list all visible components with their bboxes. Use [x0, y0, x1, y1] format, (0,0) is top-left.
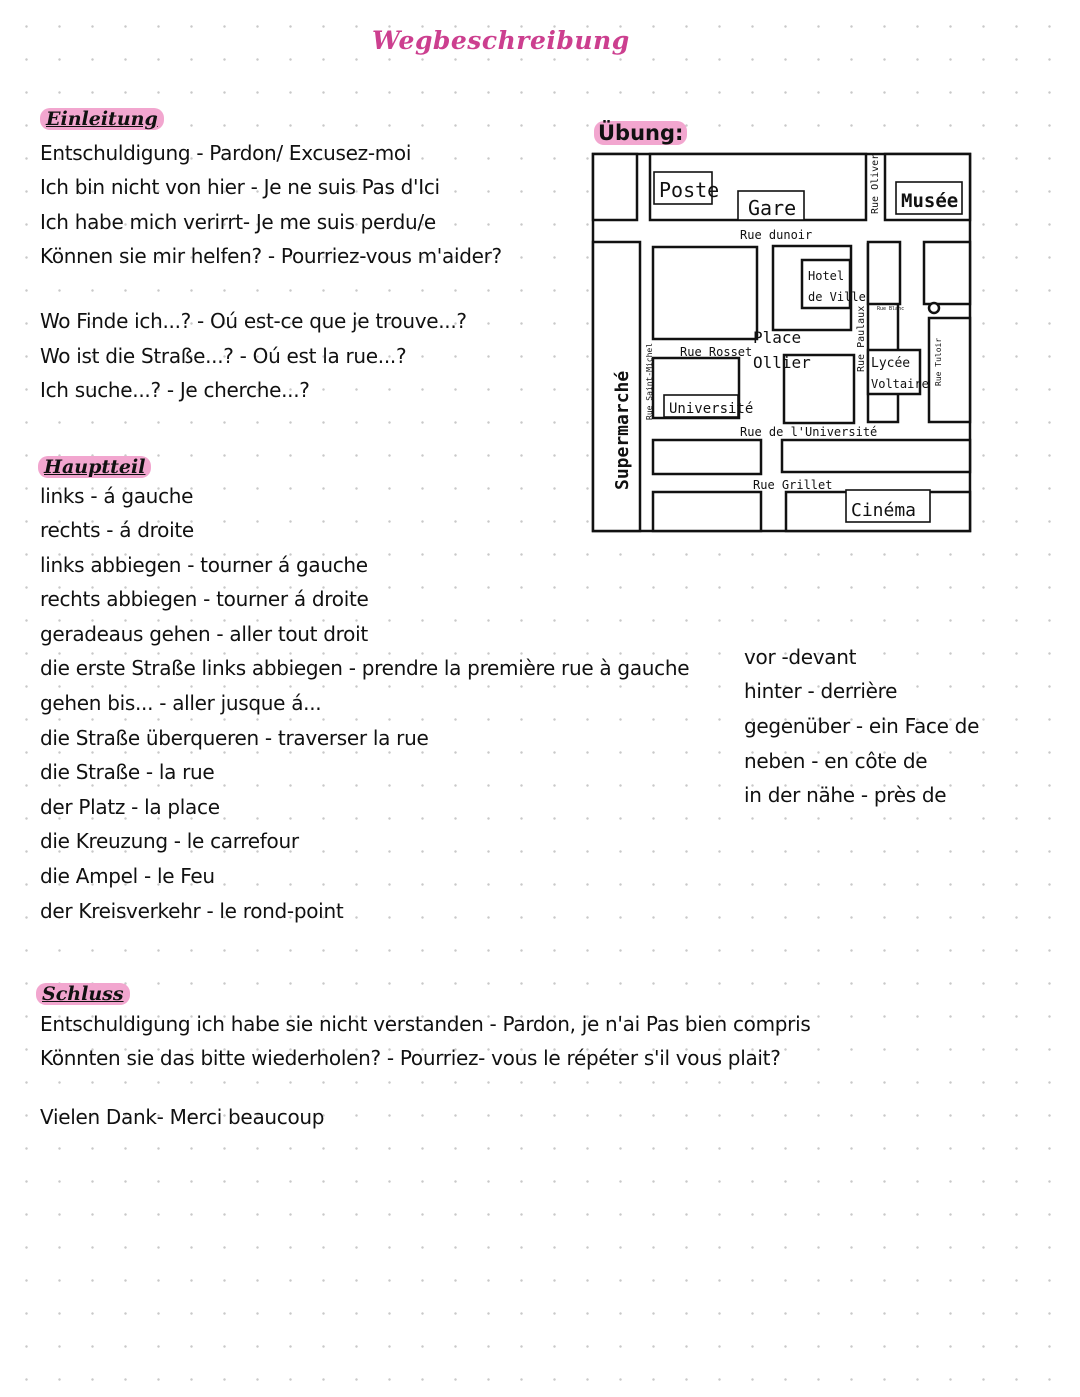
street-label: Rue Saint-Michel — [645, 342, 654, 420]
page-title: Wegbeschreibung — [372, 26, 630, 55]
map-label-hotel: Hotel — [808, 269, 845, 283]
exercise-heading: Übung: — [594, 121, 687, 145]
map-block — [653, 247, 757, 339]
map-label-hotel: de Ville — [808, 290, 866, 304]
main-line: rechts abbiegen - tourner á droite — [40, 587, 369, 611]
map-label-cinema: Cinéma — [851, 500, 917, 521]
preposition-line: gegenüber - ein Face de — [744, 714, 980, 738]
intro-line: Entschuldigung - Pardon/ Excusez-moi — [40, 141, 412, 165]
map-label-gare: Gare — [748, 196, 797, 220]
map-block — [593, 154, 637, 220]
map-label-place: Ollier — [753, 353, 811, 372]
intro-line: Ich suche...? - Je cherche...? — [40, 378, 310, 402]
map-block — [924, 242, 970, 304]
closing-line: Entschuldigung ich habe sie nicht verstanden - Pardon, je n'ai Pas bien compris — [40, 1012, 811, 1036]
main-line: gehen bis... - aller jusque á... — [40, 691, 322, 715]
street-label: Rue Tuloir — [934, 337, 943, 386]
section-heading-closing: Schluss — [36, 983, 130, 1005]
closing-line: Vielen Dank- Merci beaucoup — [40, 1105, 325, 1129]
map-label-place: Place — [753, 328, 802, 347]
main-line: die Straße überqueren - traverser la rue — [40, 726, 429, 750]
preposition-line: in der nähe - près de — [744, 783, 947, 807]
intro-line: Wo ist die Straße...? - Oú est la rue...? — [40, 344, 407, 368]
map-label-supermarche: Supermarché — [612, 370, 633, 490]
street-label: Rue de l'Université — [740, 425, 878, 439]
section-heading-intro: Einleitung — [40, 108, 164, 130]
intro-line: Ich bin nicht von hier - Je ne suis Pas d'Ici — [40, 175, 440, 199]
map-block — [653, 492, 761, 531]
intro-line: Ich habe mich verirrt- Je me suis perdu/e — [40, 210, 436, 234]
street-label: Rue Oliver — [870, 153, 881, 214]
street-label: Rue dunoir — [740, 228, 813, 242]
main-line: die Ampel - le Feu — [40, 864, 215, 888]
street-label: Rue Rosset — [680, 345, 753, 359]
main-line: der Platz - la place — [40, 795, 220, 819]
map-label-poste: Poste — [659, 178, 720, 202]
preposition-line: hinter - derrière — [744, 679, 898, 703]
main-line: die Kreuzung - le carrefour — [40, 829, 299, 853]
roundabout-icon — [929, 303, 939, 313]
map-block — [782, 440, 970, 472]
preposition-line: vor -devant — [744, 645, 857, 669]
city-map — [590, 150, 974, 534]
map-label-musee: Musée — [901, 190, 959, 212]
section-heading-main: Hauptteil — [38, 456, 151, 478]
main-line: der Kreisverkehr - le rond-point — [40, 899, 344, 923]
map-block — [868, 242, 900, 304]
main-line: rechts - á droite — [40, 518, 194, 542]
main-line: die Straße - la rue — [40, 760, 215, 784]
main-line: die erste Straße links abbiegen - prendre la première rue à gauche — [40, 656, 690, 680]
map-label-lycee: Voltaire — [871, 377, 929, 391]
main-line: links - á gauche — [40, 484, 194, 508]
intro-line: Wo Finde ich...? - Oú est-ce que je trouve...? — [40, 309, 467, 333]
main-line: geradeaus gehen - aller tout droit — [40, 622, 368, 646]
closing-line: Könnten sie das bitte wiederholen? - Pourriez- vous le répéter s'il vous plait? — [40, 1046, 781, 1070]
main-line: links abbiegen - tourner á gauche — [40, 553, 368, 577]
map-label-lycee: Lycée — [871, 356, 911, 371]
street-label: Rue Grillet — [753, 478, 833, 492]
street-label: Rue Blanc — [877, 306, 905, 312]
map-block — [653, 440, 761, 474]
street-label: Rue Paulaux — [856, 305, 867, 372]
intro-line: Können sie mir helfen? - Pourriez-vous m'aider? — [40, 244, 502, 268]
preposition-line: neben - en côte de — [744, 749, 928, 773]
map-label-universite: Université — [669, 401, 754, 417]
